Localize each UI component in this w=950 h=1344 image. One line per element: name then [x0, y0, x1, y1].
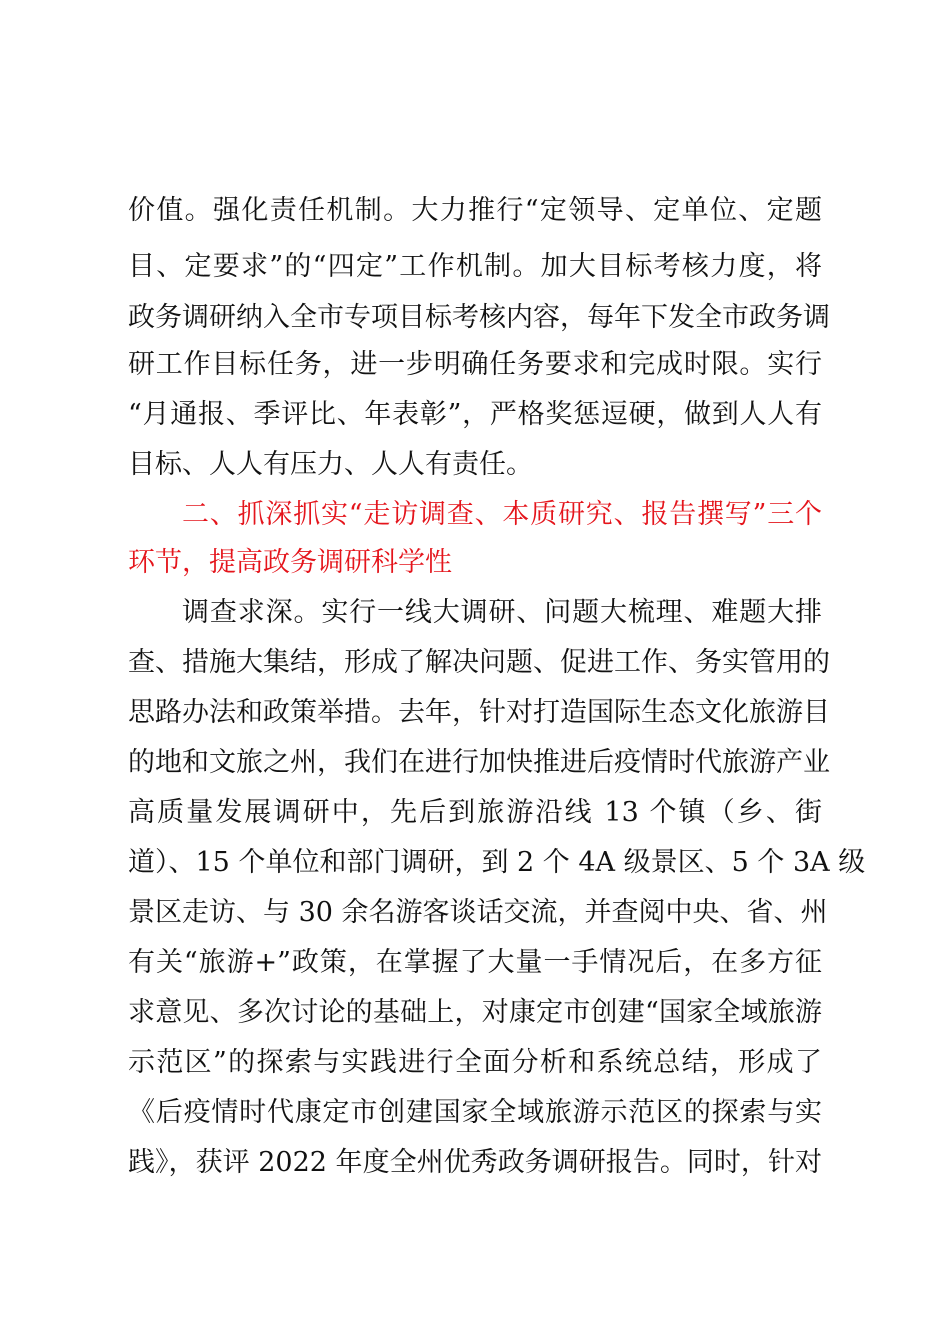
paragraph-2-line-5: 高质量发展调研中，先后到旅游沿线 13 个镇（乡、街: [128, 797, 822, 828]
paragraph-2-line-3: 思路办法和政策举措。去年，针对打造国际生态文化旅游目: [128, 697, 830, 728]
paragraph-2-line-8: 有关“旅游+”政策，在掌握了大量一手情况后，在多方征: [128, 947, 822, 978]
paragraph-1-line-6: 目标、人人有压力、人人有责任。: [128, 449, 533, 480]
section-heading-line-2: 环节，提高政务调研科学性: [128, 547, 452, 578]
paragraph-1-line-5: “月通报、季评比、年表彰”，严格奖惩逗硬，做到人人有: [128, 399, 822, 430]
paragraph-1-line-1: 价值。强化责任机制。大力推行“定领导、定单位、定题: [128, 195, 822, 226]
paragraph-1-line-3: 政务调研纳入全市专项目标考核内容，每年下发全市政务调: [128, 302, 830, 333]
paragraph-2-line-11: 《后疫情时代康定市创建国家全域旅游示范区的探索与实: [128, 1097, 822, 1128]
paragraph-1-line-4: 研工作目标任务，进一步明确任务要求和完成时限。实行: [128, 349, 822, 380]
section-heading-line-1: 二、抓深抓实“走访调查、本质研究、报告撰写”三个: [182, 499, 822, 530]
paragraph-2-line-10: 示范区”的探索与实践进行全面分析和系统总结，形成了: [128, 1047, 822, 1078]
paragraph-2-line-7: 景区走访、与 30 余名游客谈话交流，并查阅中央、省、州: [128, 897, 828, 928]
paragraph-2-line-1: 调查求深。实行一线大调研、问题大梳理、难题大排: [182, 597, 822, 628]
paragraph-2-line-4: 的地和文旅之州，我们在进行加快推进后疫情时代旅游产业: [128, 747, 830, 778]
paragraph-2-line-9: 求意见、多次讨论的基础上，对康定市创建“国家全域旅游: [128, 997, 822, 1028]
paragraph-2-line-6: 道）、15 个单位和部门调研，到 2 个 4A 级景区、5 个 3A 级: [128, 847, 866, 878]
paragraph-1-line-2: 目、定要求”的“四定”工作机制。加大目标考核力度，将: [128, 251, 822, 282]
paragraph-2-line-2: 查、措施大集结，形成了解决问题、促进工作、务实管用的: [128, 647, 830, 678]
paragraph-2-line-12: 践》，获评 2022 年度全州优秀政务调研报告。同时，针对: [128, 1147, 822, 1178]
